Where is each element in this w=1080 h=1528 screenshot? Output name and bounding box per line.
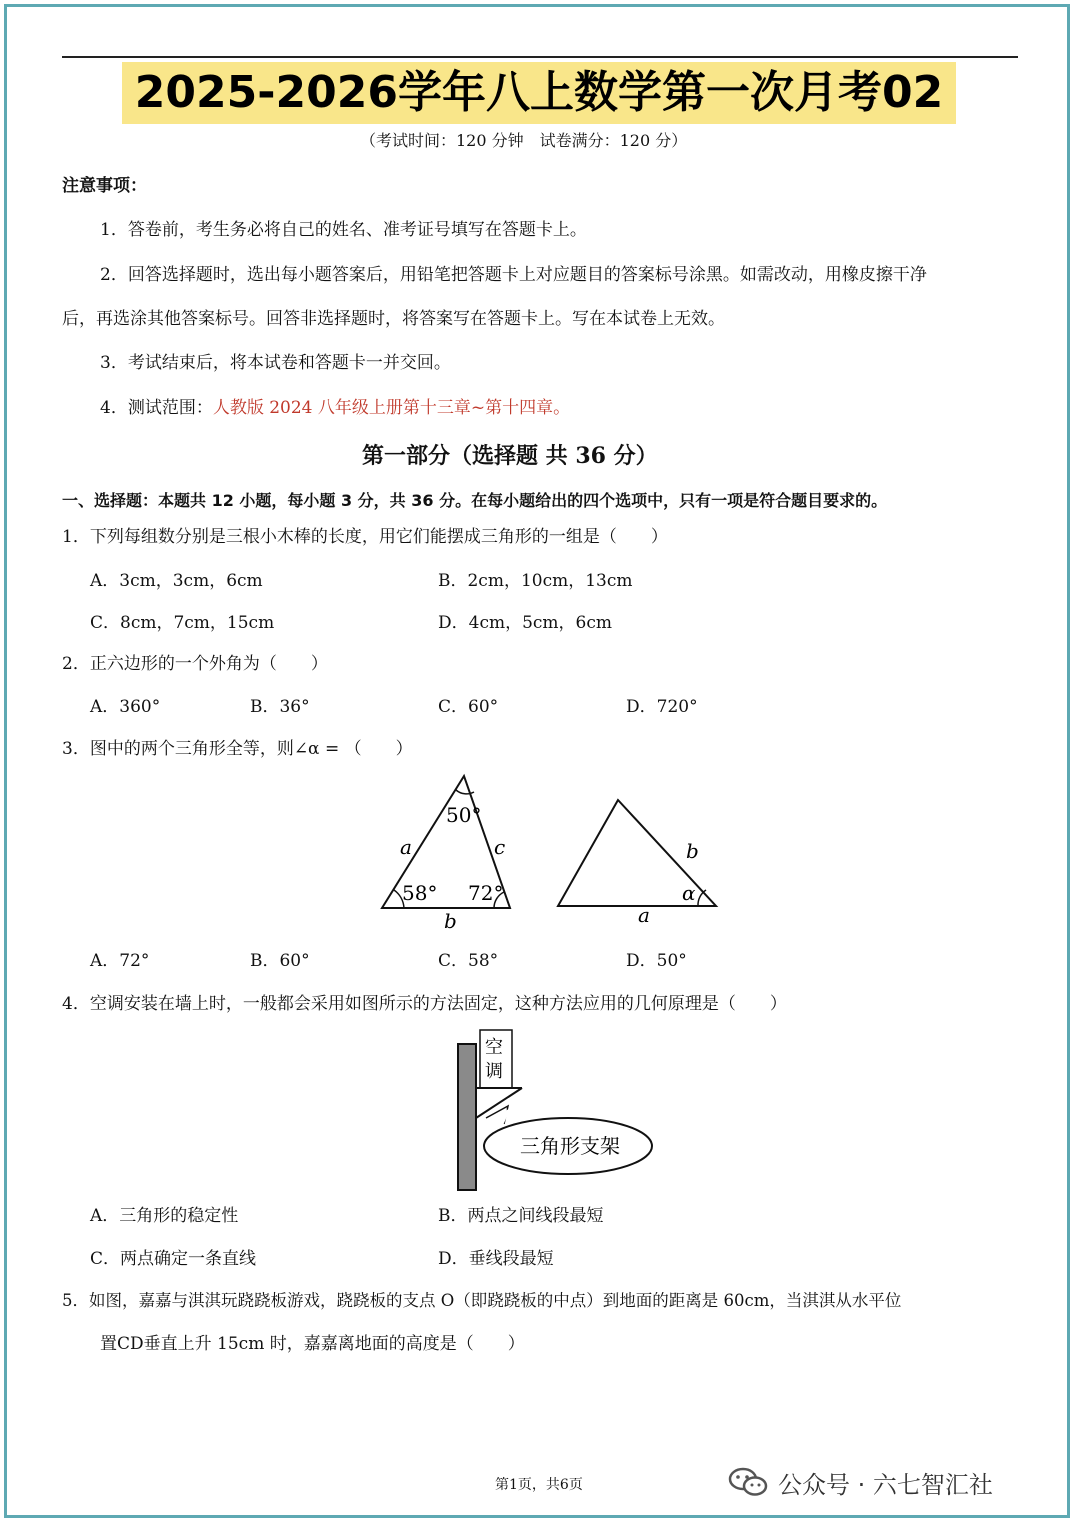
option-c[interactable]: C．两点确定一条直线 [90, 1249, 257, 1269]
watermark: 公众号 · 六七智汇社 [778, 1471, 993, 1499]
side-label: b [686, 839, 699, 863]
ac-label: 调 [485, 1061, 503, 1082]
option-a[interactable]: A．72° [90, 951, 150, 971]
option-c[interactable]: C．60° [438, 697, 499, 717]
page-title: 2025-2026学年八上数学第一次月考02 [122, 62, 956, 124]
exam-info: （考试时间：120 分钟 试卷满分：120 分） [360, 131, 688, 150]
angle-label: 72° [468, 881, 504, 905]
wall [458, 1044, 476, 1190]
angle-label: 58° [402, 881, 438, 905]
page-number: 第1页，共6页 [495, 1477, 583, 1493]
option-d[interactable]: D．4cm，5cm，6cm [438, 613, 613, 633]
option-b[interactable]: B．36° [250, 697, 310, 717]
scope-value: 人教版 2024 八年级上册第十三章~第十四章。 [212, 398, 571, 418]
option-a[interactable]: A．三角形的稳定性 [90, 1206, 239, 1226]
option-a[interactable]: A．360° [90, 697, 161, 717]
section-heading: 第一部分（选择题 共 36 分） [362, 443, 658, 469]
side-label: a [638, 903, 650, 927]
side-label: a [400, 835, 412, 859]
question-stem-continued: 置CD垂直上升 15cm 时，嘉嘉离地面的高度是（ ） [100, 1334, 525, 1354]
angle-label: α [682, 881, 696, 905]
question-stem: 4．空调安装在墙上时，一般都会采用如图所示的方法固定，这种方法应用的几何原理是（ ） [62, 994, 787, 1014]
congruent-triangles-figure [370, 768, 730, 940]
notice-heading: 注意事项： [62, 176, 147, 196]
wechat-icon [728, 1466, 768, 1498]
question-stem: 3．图中的两个三角形全等，则∠α = （ ） [62, 739, 413, 759]
option-b[interactable]: B．2cm，10cm，13cm [438, 571, 633, 591]
side-label: b [444, 909, 457, 933]
angle-arc [456, 790, 474, 794]
header-rule [62, 56, 1018, 58]
notice-item: 3．考试结束后，将本试卷和答题卡一并交回。 [100, 353, 451, 373]
angle-arc [698, 890, 706, 906]
ac-label: 空 [485, 1037, 503, 1058]
option-a[interactable]: A．3cm，3cm，6cm [90, 571, 263, 591]
option-c[interactable]: C．58° [438, 951, 499, 971]
option-d[interactable]: D．720° [626, 697, 698, 717]
bubble-text: 三角形支架 [520, 1134, 620, 1158]
option-c[interactable]: C．8cm，7cm，15cm [90, 613, 275, 633]
option-d[interactable]: D．垂线段最短 [438, 1249, 554, 1269]
section-instruction: 一、选择题：本题共 12 小题，每小题 3 分，共 36 分。在每小题给出的四个选项中，只有一项是符合题目要求的。 [62, 491, 888, 510]
air-conditioner-figure [450, 1026, 660, 1194]
option-d[interactable]: D．50° [626, 951, 687, 971]
notice-item: 2．回答选择题时，选出每小题答案后，用铅笔把答题卡上对应题目的答案标号涂黑。如需改动，用橡皮擦干净 [100, 265, 927, 285]
notice-item: 1．答卷前，考生务必将自己的姓名、准考证号填写在答题卡上。 [100, 220, 587, 240]
option-b[interactable]: B．两点之间线段最短 [438, 1206, 604, 1226]
question-stem: 2．正六边形的一个外角为（ ） [62, 654, 328, 674]
angle-label: 50° [446, 803, 482, 827]
notice-scope [100, 397, 570, 419]
option-b[interactable]: B．60° [250, 951, 310, 971]
question-stem: 1．下列每组数分别是三根小木棒的长度，用它们能摆成三角形的一组是（ ） [62, 527, 668, 547]
side-label: c [494, 835, 506, 859]
scope-label: 4．测试范围： [100, 398, 213, 418]
notice-item: 后，再选涂其他答案标号。回答非选择题时，将答案写在答题卡上。写在本试卷上无效。 [62, 309, 725, 329]
question-stem: 5．如图，嘉嘉与淇淇玩跷跷板游戏，跷跷板的支点 O（即跷跷板的中点）到地面的距离是 60cm，当淇淇从水平位 [62, 1291, 902, 1310]
